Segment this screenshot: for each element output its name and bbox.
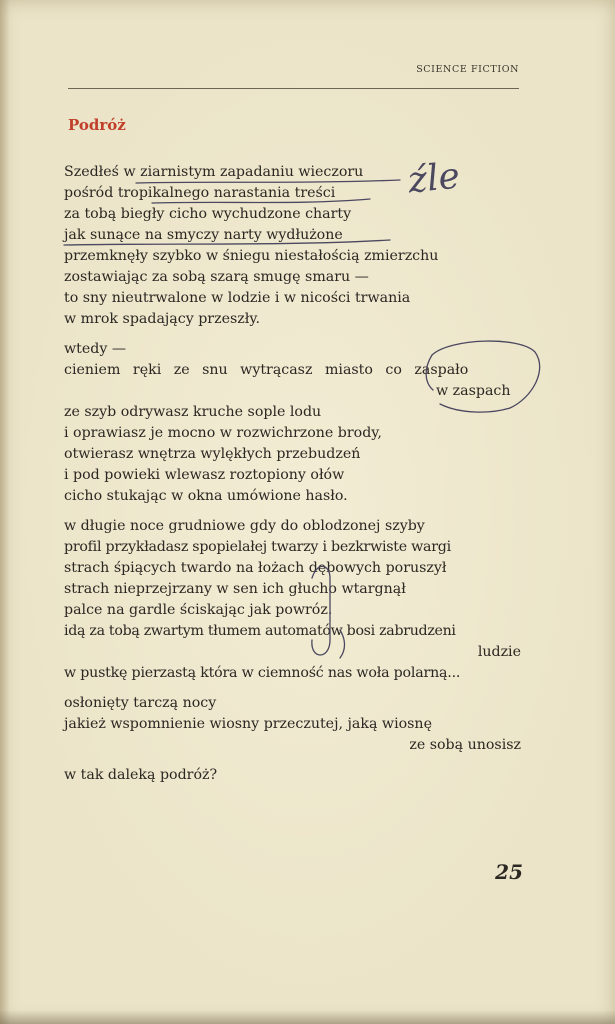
poem-line: ludzie bbox=[477, 644, 521, 660]
page-number: 25 bbox=[495, 860, 523, 884]
poem-line: pośród tropikalnego narastania treści bbox=[64, 185, 336, 201]
hook-mark bbox=[340, 630, 345, 658]
page-bottom-shadow bbox=[0, 1010, 615, 1024]
circle-mark bbox=[432, 341, 540, 412]
poem-line: zostawiając za sobą szarą smugę smaru — bbox=[64, 269, 369, 285]
poem-line: za tobą biegły cicho wychudzone charty bbox=[64, 206, 352, 222]
poem-line: w zaspach bbox=[436, 383, 511, 399]
poem-line: strach śpiących twardo na łożach dębowych poruszył bbox=[64, 560, 447, 576]
poem-line: jak sunące na smyczy narty wydłużone bbox=[64, 227, 343, 243]
poem-line: palce na gardle ściskając jak powróz. bbox=[64, 602, 333, 618]
poem-line: jakież wspomnienie wiosny przeczutej, jaką wiosnę bbox=[64, 716, 432, 732]
running-head: SCIENCE FICTION bbox=[416, 64, 519, 75]
poem-line: i pod powieki wlewasz roztopiony ołów bbox=[64, 467, 345, 483]
handwritten-margin-note: źle bbox=[405, 155, 462, 202]
poem-line: to sny nieutrwalone w lodzie i w nicości trwania bbox=[64, 290, 411, 306]
poem-line: osłonięty tarczą nocy bbox=[64, 695, 217, 711]
poem-line: Szedłeś w ziarnistym zapadaniu wieczoru bbox=[64, 164, 364, 180]
poem-line: idą za tobą zwartym tłumem automatów bosi zabrudzeni bbox=[64, 623, 456, 639]
poem-line: cieniem ręki ze snu wytrącasz miasto co zaspało bbox=[64, 362, 469, 378]
poem-line: w mrok spadający przeszły. bbox=[64, 311, 260, 327]
hook-mark bbox=[312, 566, 330, 655]
poem-line: w tak daleką podróż? bbox=[64, 767, 218, 783]
poem-line: wtedy — bbox=[64, 341, 127, 357]
poem-line: ze szyb odrywasz kruche sople lodu bbox=[64, 404, 322, 420]
poem-title: Podróż bbox=[68, 116, 126, 134]
poem-line: ze sobą unosisz bbox=[409, 737, 521, 753]
poem-line: i oprawiasz je mocno w rozwichrzone brody, bbox=[64, 425, 382, 441]
poem-line: otwierasz wnętrza wylękłych przebudzeń bbox=[64, 446, 361, 462]
underline-mark bbox=[136, 180, 400, 183]
poem-line: profil przykładasz spopielałej twarzy i bezkrwiste wargi bbox=[64, 539, 451, 555]
poem-line: przemknęły szybko w śniegu niestałością zmierzchu bbox=[64, 248, 439, 264]
underline-mark bbox=[152, 199, 370, 203]
poem-line: w pustkę pierzastą która w ciemność nas woła polarną... bbox=[64, 665, 461, 681]
underline-mark bbox=[64, 240, 390, 245]
poem-line: strach nieprzejrzany w sen ich głucho wtargnął bbox=[64, 581, 406, 597]
poem-line: w długie noce grudniowe gdy do oblodzonej szyby bbox=[64, 518, 425, 534]
circle-mark bbox=[426, 355, 433, 390]
poem-line: cicho stukając w okna umówione hasło. bbox=[64, 488, 348, 504]
